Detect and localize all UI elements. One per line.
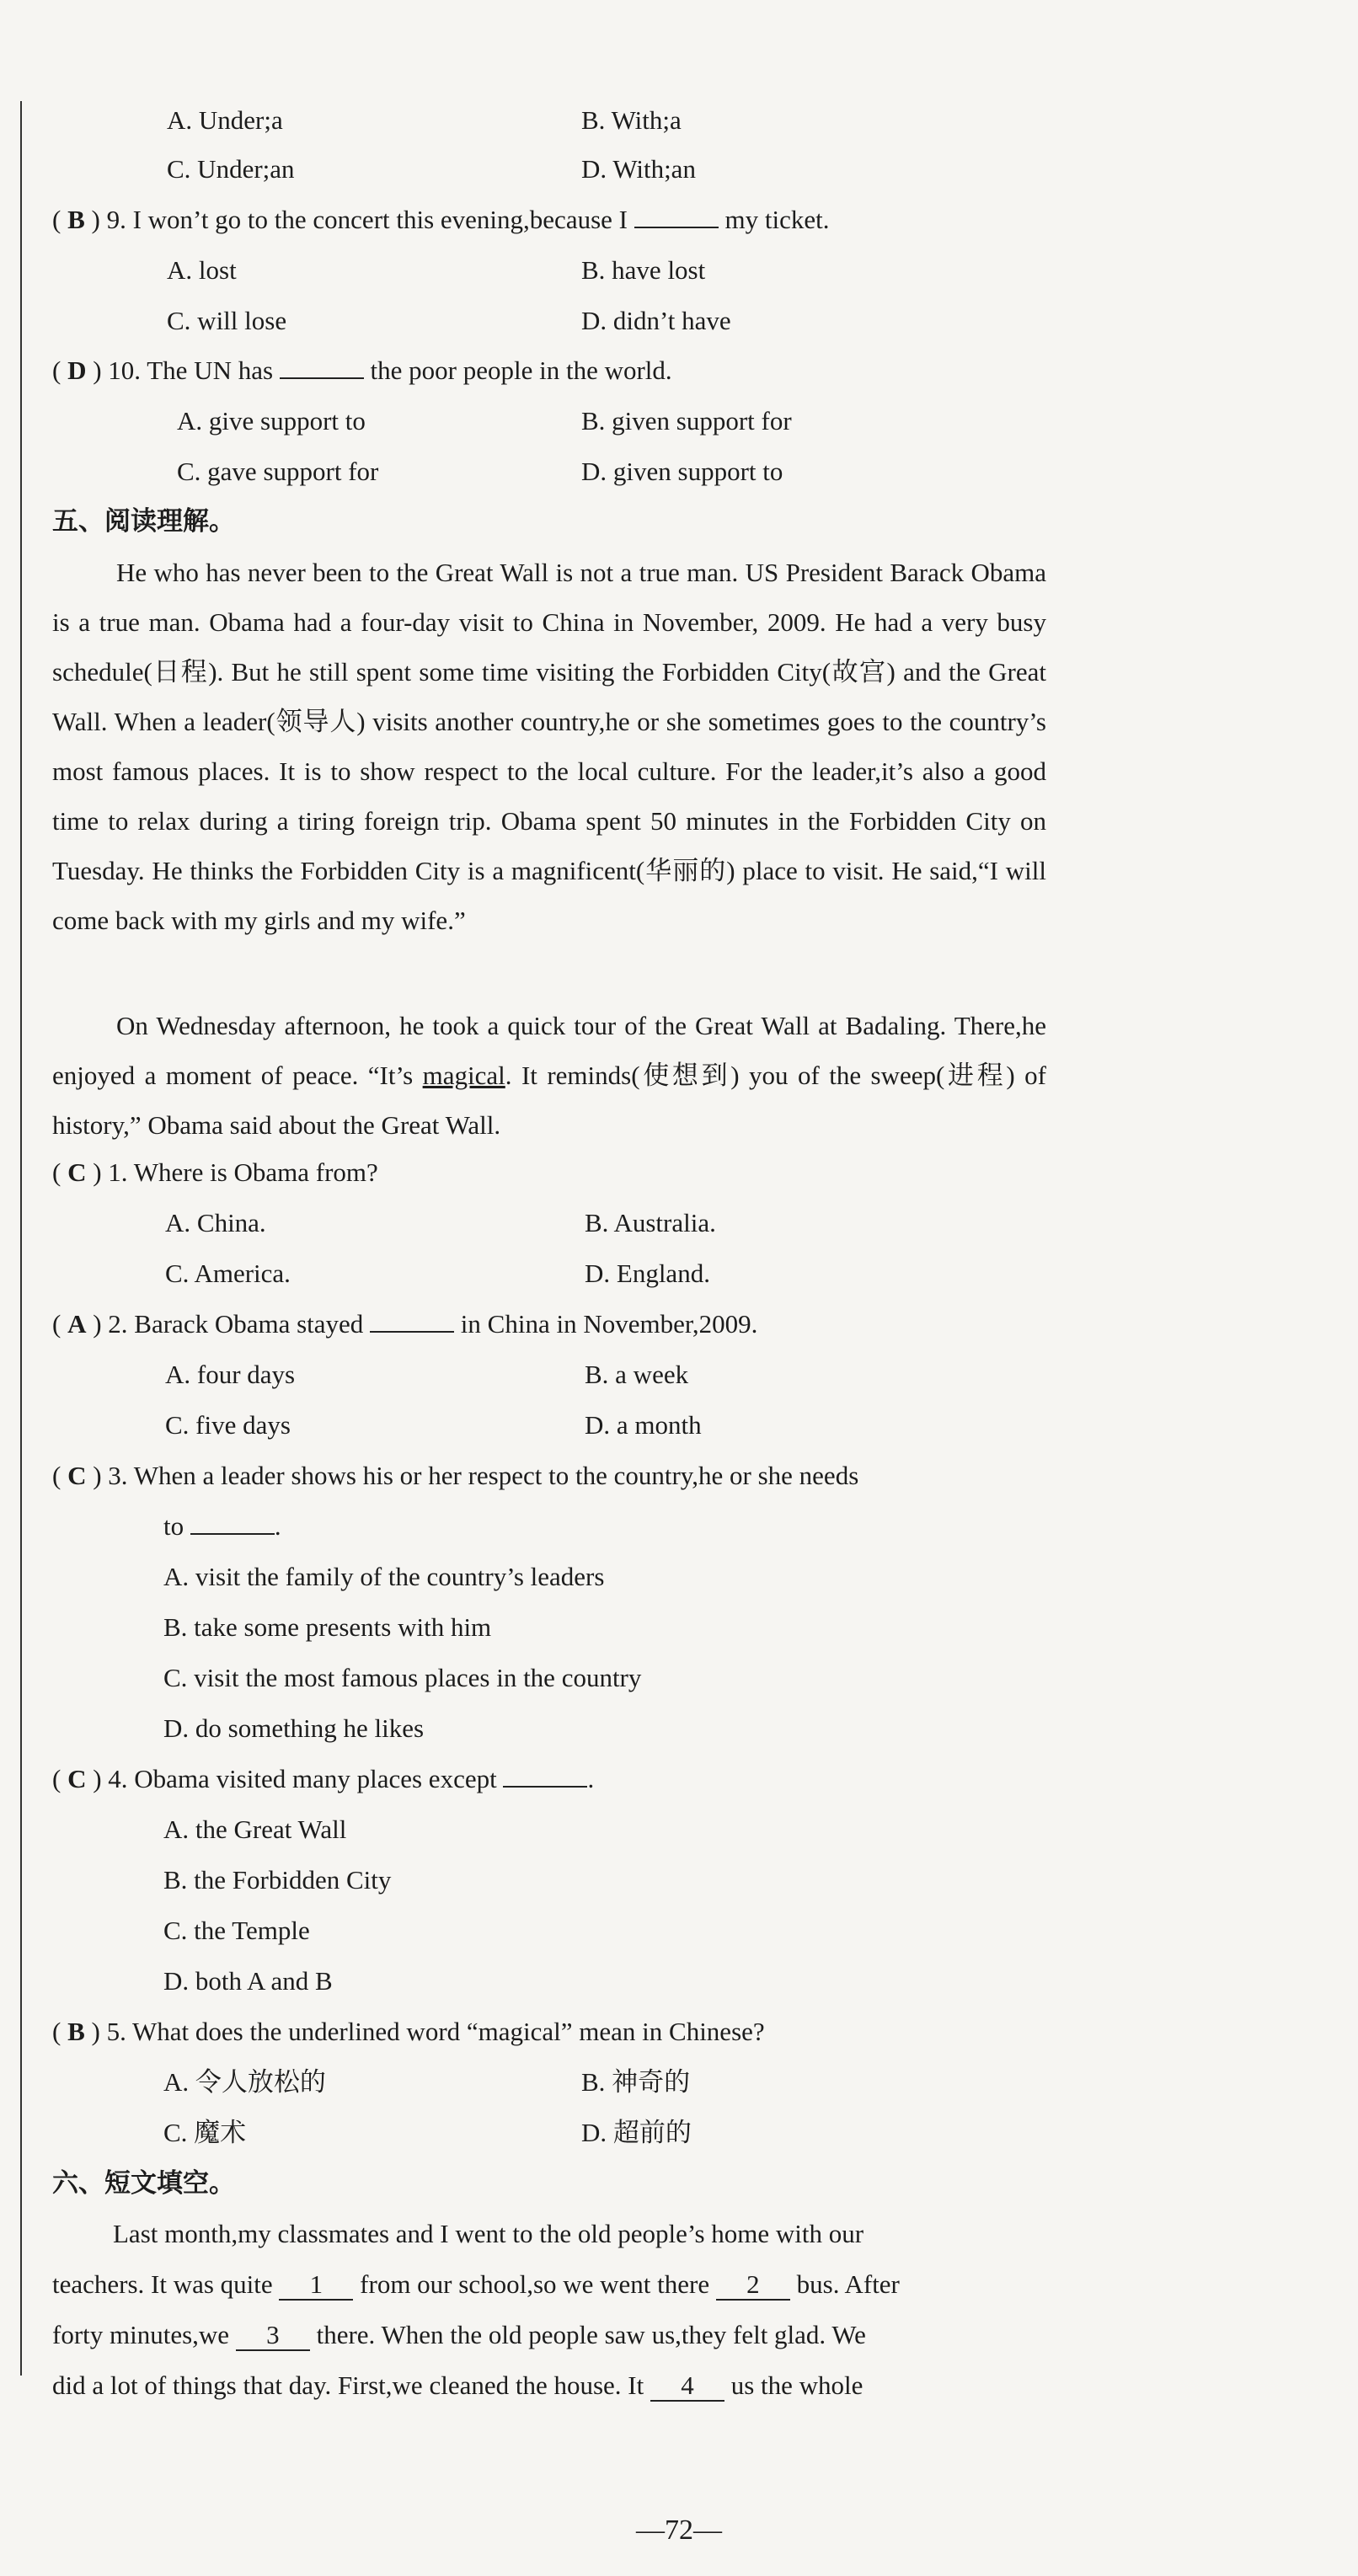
rq5-option-a: A. 令人放松的 (163, 2067, 326, 2097)
cloze-text: there. When the old people saw us,they felt glad. We (316, 2320, 866, 2349)
reading-question-2: ( A ) 2. Barack Obama stayed in China in November,2009. (52, 1309, 758, 1339)
rq2-option-c: C. five days (165, 1410, 291, 1440)
answer-mark: C (67, 1461, 87, 1490)
paragraph-text: On Wednesday afternoon, he took a quick tour of the Great Wall at Badaling. There,he enjoyed a moment of peace. “It’s (52, 1011, 1046, 1090)
rq3-option-d: D. do something he likes (163, 1713, 425, 1743)
q10-option-b: B. given support for (581, 406, 792, 436)
question-stem: 9. I won’t go to the concert this evening,because I (106, 205, 628, 234)
answer-mark: C (67, 1764, 87, 1793)
question-stem-end: . (274, 1511, 281, 1541)
q8-option-c: C. Under;an (167, 154, 295, 184)
q9-option-d: D. didn’t have (581, 306, 731, 335)
question-stem-end: the poor people in the world. (370, 355, 672, 385)
answer-blank (503, 1786, 587, 1788)
cloze-line-1: Last month,my classmates and I went to the old people’s home with our (113, 2219, 864, 2248)
cloze-text: us the whole (730, 2370, 863, 2400)
q10-option-d: D. given support to (581, 457, 783, 486)
margin-rule (20, 101, 22, 2376)
answer-blank (190, 1533, 275, 1535)
answer-blank (370, 1331, 454, 1333)
cloze-line-3 (52, 2317, 866, 2354)
rq5-option-d: D. 超前的 (581, 2118, 692, 2147)
rq2-option-b: B. a week (585, 1360, 689, 1389)
rq1-option-b: B. Australia. (585, 1208, 716, 1237)
rq1-option-c: C. America. (165, 1259, 291, 1288)
question-stem-end: my ticket. (724, 205, 830, 234)
rq5-option-c: C. 魔术 (163, 2118, 247, 2147)
question-9: ( B ) 9. I won’t go to the concert this evening,because I my ticket. (52, 205, 830, 234)
rq4-option-b: B. the Forbidden City (163, 1865, 392, 1895)
question-stem: 4. Obama visited many places except (108, 1764, 497, 1793)
q9-option-b: B. have lost (581, 255, 706, 285)
page-number: —72— (636, 2515, 722, 2546)
cloze-blank-3: 3 (236, 2321, 310, 2351)
question-stem-end: in China in November,2009. (460, 1309, 758, 1339)
section-6-heading: 六、短文填空。 (52, 2168, 235, 2199)
q8-option-b: B. With;a (581, 105, 682, 135)
rq1-option-a: A. China. (165, 1208, 266, 1237)
answer-blank (280, 377, 364, 379)
question-10: ( D ) 10. The UN has the poor people in the world. (52, 355, 672, 385)
rq4-option-a: A. the Great Wall (163, 1814, 347, 1844)
rq2-option-d: D. a month (585, 1410, 702, 1440)
reading-question-5: ( B ) 5. What does the underlined word “magical” mean in Chinese? (52, 2017, 765, 2046)
rq4-option-d: D. both A and B (163, 1966, 333, 1996)
cloze-line-4 (52, 2367, 863, 2404)
cloze-text: teachers. It was quite (52, 2269, 273, 2299)
cloze-line-2 (52, 2266, 900, 2303)
rq3-option-b: B. take some presents with him (163, 1612, 492, 1642)
q10-option-a: A. give support to (177, 406, 366, 436)
answer-blank (634, 227, 719, 228)
cloze-text: from our school,so we went there (360, 2269, 710, 2299)
reading-question-3-continued (163, 1508, 281, 1545)
paragraph-text: . It reminds(使想到) you of the sweep(进程) of history,” Obama said about the Great Wall. (52, 1061, 1046, 1140)
question-stem: to (163, 1511, 184, 1541)
rq3-option-a: A. visit the family of the country’s leaders (163, 1562, 605, 1591)
underlined-word: magical (422, 1061, 505, 1090)
rq1-option-d: D. England. (585, 1259, 710, 1288)
reading-question-3: ( C ) 3. When a leader shows his or her respect to the country,he or she needs (52, 1461, 859, 1490)
question-stem: 1. Where is Obama from? (108, 1157, 378, 1187)
answer-mark: C (67, 1157, 87, 1187)
q9-option-a: A. lost (167, 255, 237, 285)
answer-mark: B (67, 2017, 85, 2046)
q10-option-c: C. gave support for (177, 457, 379, 486)
question-stem-end: . (587, 1764, 595, 1793)
section-5-heading: 五、阅读理解。 (52, 506, 235, 537)
rq2-option-a: A. four days (165, 1360, 296, 1389)
question-stem: 5. What does the underlined word “magical” mean in Chinese? (106, 2017, 765, 2046)
q9-option-c: C. will lose (167, 306, 287, 335)
q8-option-d: D. With;an (581, 154, 696, 184)
cloze-blank-4: 4 (650, 2371, 724, 2402)
reading-paragraph-1: He who has never been to the Great Wall is not a true man. US President Barack Obama is a true man. Obama had a four-day visit to China in November, 2009. He had a very busy schedule(日程). But he still spent some time visiting the Forbidden City(故宫) and the Great Wall. When a leader(领导人) visits another country,he or she sometimes goes to the country’s most famous places. It is to show respect to the local culture. For the leader,it’s also a good time to relax during a tiring foreign trip. Obama spent 50 minutes in the Forbidden City on Tuesday. He thinks the Forbidden City is a magnificent(华丽的) place to visit. He said,“I will come back with my girls and my wife.” (52, 558, 1046, 935)
reading-paragraph-2 (52, 1001, 1046, 1150)
answer-mark: D (67, 355, 87, 385)
question-stem: 2. Barack Obama stayed (108, 1309, 364, 1339)
cloze-text: did a lot of things that day. First,we cleaned the house. It (52, 2370, 644, 2400)
rq3-option-c: C. visit the most famous places in the country (163, 1663, 642, 1692)
cloze-text: bus. After (796, 2269, 900, 2299)
answer-mark: A (67, 1309, 87, 1339)
question-stem: 10. The UN has (108, 355, 274, 385)
cloze-blank-2: 2 (716, 2270, 790, 2301)
rq4-option-c: C. the Temple (163, 1916, 310, 1945)
question-stem: 3. When a leader shows his or her respect to the country,he or she needs (108, 1461, 859, 1490)
cloze-text: forty minutes,we (52, 2320, 230, 2349)
answer-mark: B (67, 205, 85, 234)
cloze-blank-1: 1 (279, 2270, 353, 2301)
reading-question-4: ( C ) 4. Obama visited many places except . (52, 1764, 595, 1793)
q8-option-a: A. Under;a (167, 105, 283, 135)
rq5-option-b: B. 神奇的 (581, 2067, 691, 2097)
reading-question-1: ( C ) 1. Where is Obama from? (52, 1157, 378, 1187)
